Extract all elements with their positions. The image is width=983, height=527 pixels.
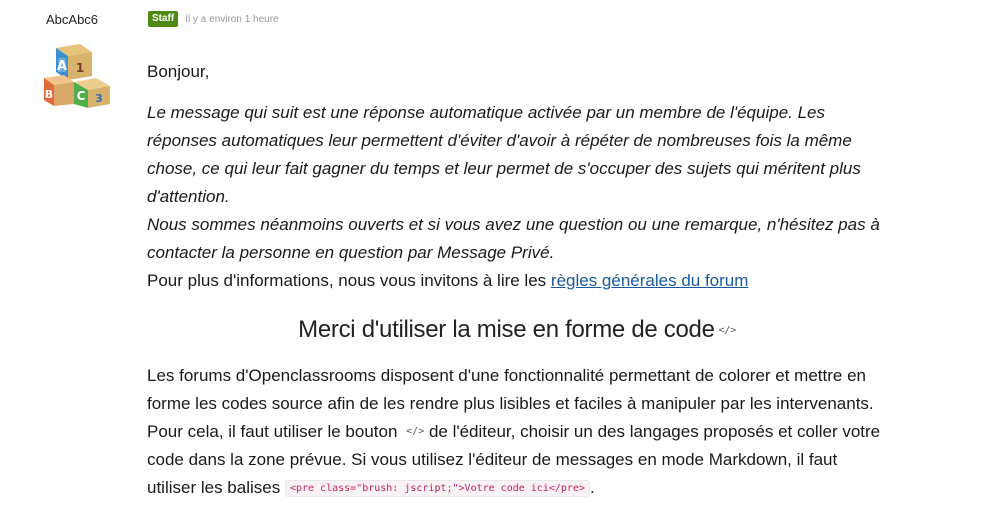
avatar[interactable] <box>40 42 116 110</box>
svg-text:A: A <box>56 59 68 74</box>
section-heading <box>147 315 887 346</box>
post-content <box>147 58 887 503</box>
body-part2: de l'éditeur, choisir un des langages proposés et coller votre code dans la zone prévue. Si vous utilisez l'éditeur de messages en mode Markdown, il faut utiliser les balises <box>147 421 881 498</box>
code-icon: </> <box>718 324 736 336</box>
open-message: Nous sommes néanmoins ouverts et si vous avez une question ou une remarque, n'hésitez pas à contacter la personne en question par Message Privé. <box>147 215 880 262</box>
body-end: . <box>589 478 595 498</box>
svg-text:B: B <box>44 88 54 101</box>
auto-message: Le message qui suit est une réponse automatique activée par un membre de l'équipe. Les réponses automatiques leur permettent d'éviter d'avoir à répéter de nombreuses fois la même chose, ce qui leur fait gagner du temps et leur permet de s'occuper des sujets qui méritent plus d'attention. <box>147 103 861 206</box>
svg-text:1: 1 <box>75 61 85 75</box>
info-line <box>147 267 887 295</box>
block-a <box>56 44 92 80</box>
code-example: <pre class="brush: jscript;">Votre code ici</pre> <box>285 480 590 497</box>
author-name[interactable]: AbcAbc6 <box>46 12 99 27</box>
body-part1: Les forums d'Openclassrooms disposent d'une fonctionnalité permettant de colorer et mettre en forme les codes source afin de les rendre plus lisibles et faciles à manipuler par les intervenants. Pour cela, il faut utiliser le bouton <box>147 365 874 441</box>
info-prefix: Pour plus d'informations, nous vous invitons à lire les <box>147 271 551 290</box>
greeting: Bonjour, <box>147 62 210 81</box>
heading-text: Merci d'utiliser la mise en forme de code <box>298 316 715 343</box>
code-button-icon: </> <box>406 426 425 438</box>
abc-blocks-icon <box>40 42 116 110</box>
svg-text:3: 3 <box>95 92 103 105</box>
staff-badge: Staff <box>148 11 178 27</box>
post-meta <box>148 11 279 27</box>
post-timestamp: Il y a environ 1 heure <box>185 13 279 25</box>
block-b <box>44 75 74 106</box>
rules-link[interactable]: règles générales du forum <box>550 271 749 290</box>
svg-text:C: C <box>76 89 86 103</box>
block-c <box>74 78 110 108</box>
code-instructions <box>147 362 887 503</box>
